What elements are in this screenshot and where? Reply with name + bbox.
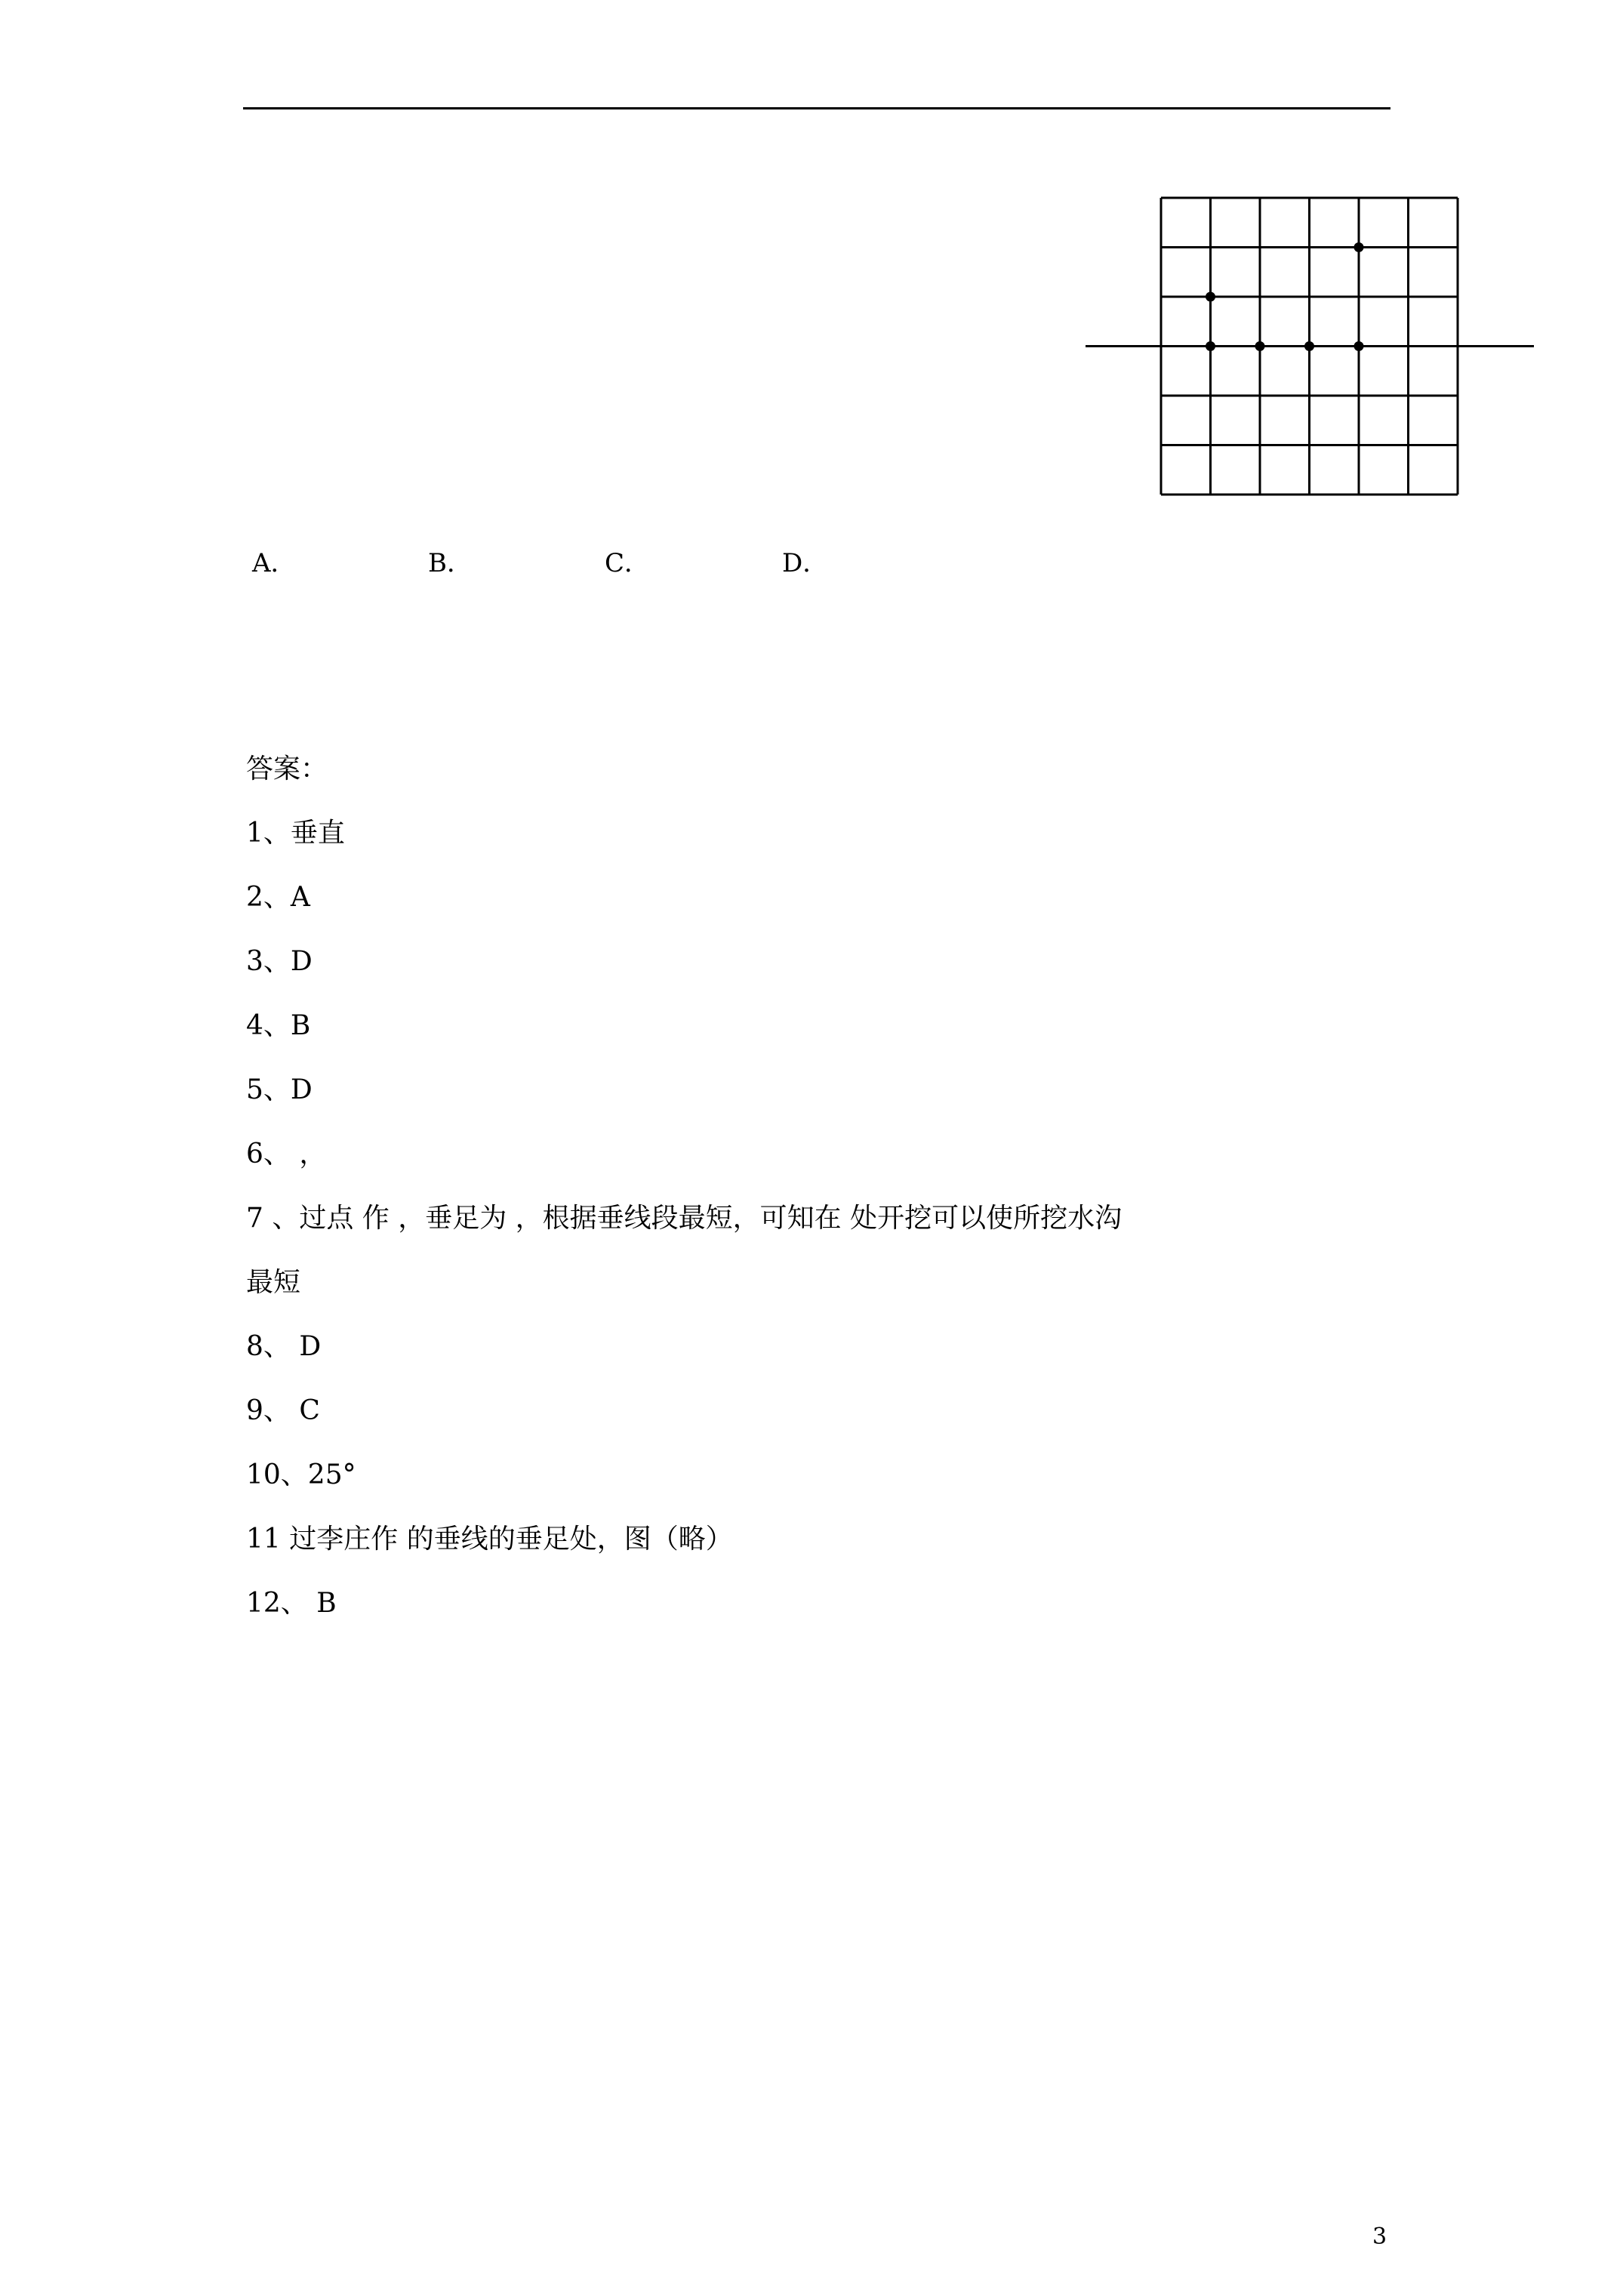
grid-point [1255, 341, 1265, 351]
choice-b: B． [428, 548, 473, 578]
choice-c: C． [605, 548, 651, 578]
grid-point [1354, 242, 1364, 252]
answer-item: 3、D [246, 946, 313, 977]
grid-point [1304, 341, 1314, 351]
answer-item: 8、 D [246, 1331, 322, 1362]
answer-item: 4、B [246, 1010, 311, 1041]
answer-item: 6、 ， [246, 1139, 327, 1170]
answer-item: 9、 C [246, 1395, 320, 1426]
answer-item-continued: 最短 [246, 1267, 301, 1298]
answer-item: 11 过李庄作 的垂线的垂足处，图（略） [246, 1524, 733, 1555]
answer-item: 7 、过点 作 ，垂足为 ，根据垂线段最短，可知在 处开挖可以使所挖水沟 [246, 1203, 1123, 1234]
answer-item: 10、25° [246, 1459, 356, 1490]
answer-item: 1、垂直 [246, 818, 345, 849]
grid-point [1354, 341, 1364, 351]
grid-point [1206, 292, 1215, 302]
header-rule [243, 107, 1390, 109]
grid-figure [1086, 195, 1538, 504]
answers-heading: 答案： [246, 754, 328, 784]
grid-point [1206, 341, 1215, 351]
answer-item: 2、A [246, 882, 310, 913]
choice-d: D． [782, 548, 829, 578]
answer-item: 5、D [246, 1074, 313, 1105]
page-number: 3 [1372, 2224, 1387, 2250]
choice-a: A． [252, 548, 297, 578]
answer-item: 12、 B [246, 1588, 337, 1619]
